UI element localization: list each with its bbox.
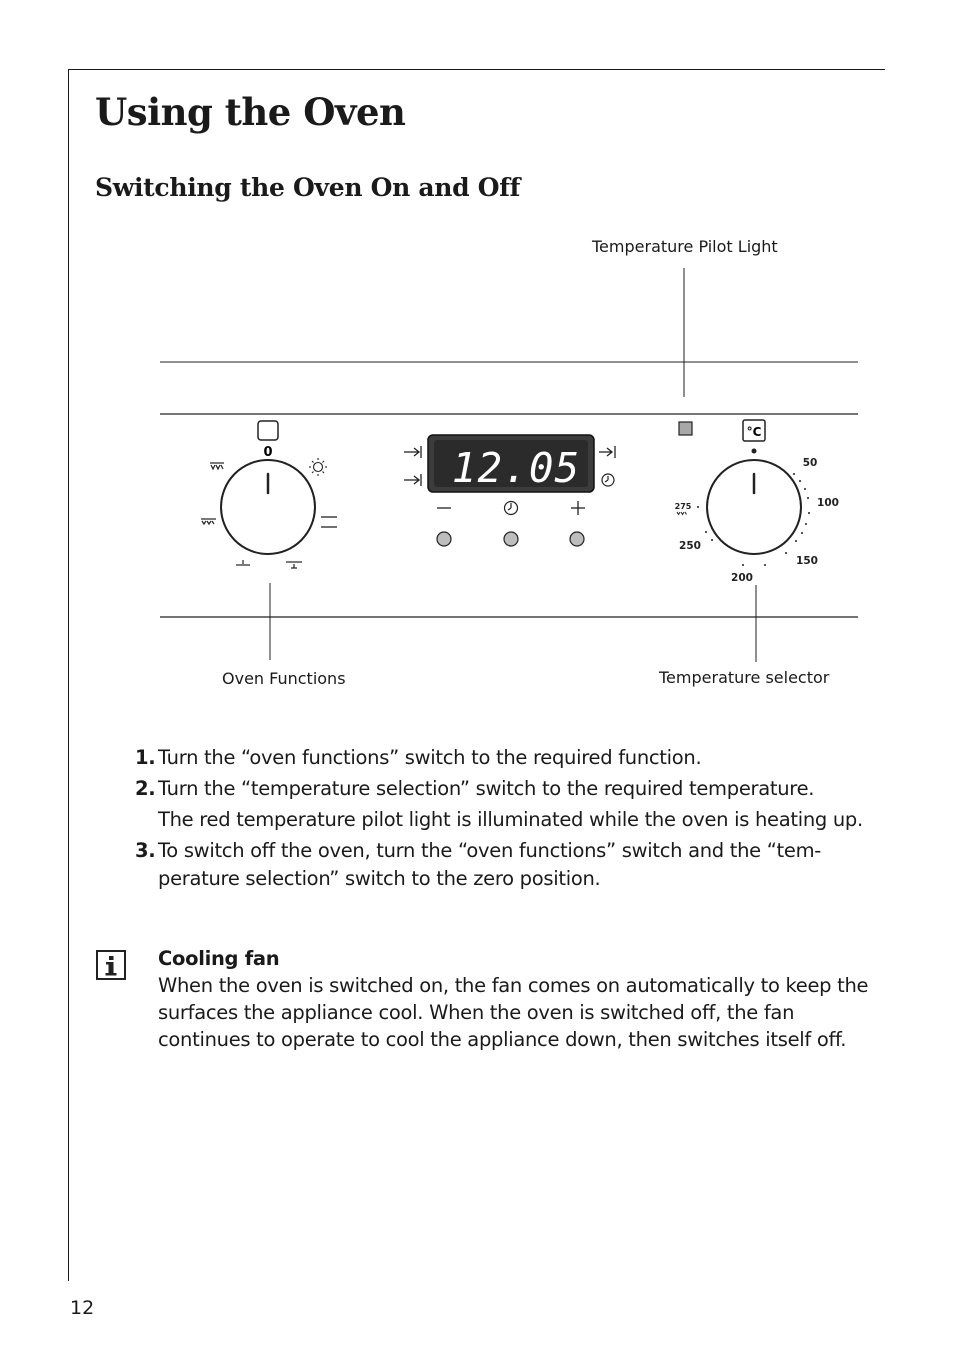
temperature-selector-knob [675, 420, 839, 584]
function-zero-label: 0 [263, 445, 273, 460]
cooling-fan-note [158, 945, 870, 1053]
temp-mark-250: 250 [679, 540, 701, 552]
celsius-label: °C [746, 425, 762, 439]
temp-mark-275: 275 [674, 502, 692, 511]
minus-button [437, 532, 451, 546]
temp-mark-200: 200 [731, 572, 753, 584]
section-title: Switching the Oven On and Off [95, 173, 521, 202]
info-icon [96, 950, 126, 980]
step-subtext: The red temperature pilot light is illuminated while the oven is heating up. [158, 808, 863, 831]
temp-mark-50: 50 [802, 457, 818, 469]
plus-button [570, 532, 584, 546]
page-number: 12 [70, 1297, 95, 1319]
select-clock-icon [505, 502, 518, 515]
timer-icon [599, 446, 615, 458]
pilot-light-label: Temperature Pilot Light [592, 237, 778, 256]
step-text: Turn the “temperature selection” switch to the required temperature. [158, 777, 815, 800]
temperature-selector-label: Temperature selector [659, 668, 830, 687]
step-1 [130, 744, 870, 772]
note-title: Cooling fan [158, 947, 280, 970]
oven-functions-knob [201, 421, 337, 568]
bottom-heat-icon [236, 560, 250, 565]
step-number: 3. [135, 839, 156, 862]
display-time: 12.05 [451, 444, 581, 492]
clock-display [404, 435, 615, 546]
instruction-steps [130, 744, 870, 896]
step-text: To switch off the oven, turn the “oven functions” switch and the “tem-perature selection” switch to the zero position. [158, 839, 822, 890]
duration-icon [404, 446, 421, 458]
end-time-icon [404, 474, 421, 486]
clock-icon [602, 474, 614, 486]
temperature-pilot-light [679, 422, 692, 435]
temp-mark-150: 150 [796, 555, 818, 567]
grill-icon [201, 519, 216, 524]
function-square-icon [258, 421, 278, 440]
note-body: When the oven is switched on, the fan comes on automatically to keep the surfaces the appliance cool. When the oven is switched off, the fan continues to operate to cool the appliance down, then switches itself off. [158, 974, 869, 1051]
step-number: 2. [135, 777, 156, 800]
select-button [504, 532, 518, 546]
fan-bottom-icon [286, 562, 302, 568]
step-number: 1. [135, 746, 156, 769]
step-3 [130, 837, 870, 893]
plus-icon [571, 501, 585, 515]
page-title: Using the Oven [95, 90, 406, 134]
step-2 [130, 775, 870, 834]
oven-functions-label: Oven Functions [222, 669, 346, 688]
zero-dot [752, 449, 757, 454]
light-icon [309, 458, 327, 476]
top-grill-icon [210, 463, 224, 469]
step-text: Turn the “oven functions” switch to the required function. [158, 746, 702, 769]
top-bottom-heat-icon [321, 517, 337, 527]
temp-mark-100: 100 [817, 497, 839, 509]
grill-symbol-icon [677, 512, 687, 515]
